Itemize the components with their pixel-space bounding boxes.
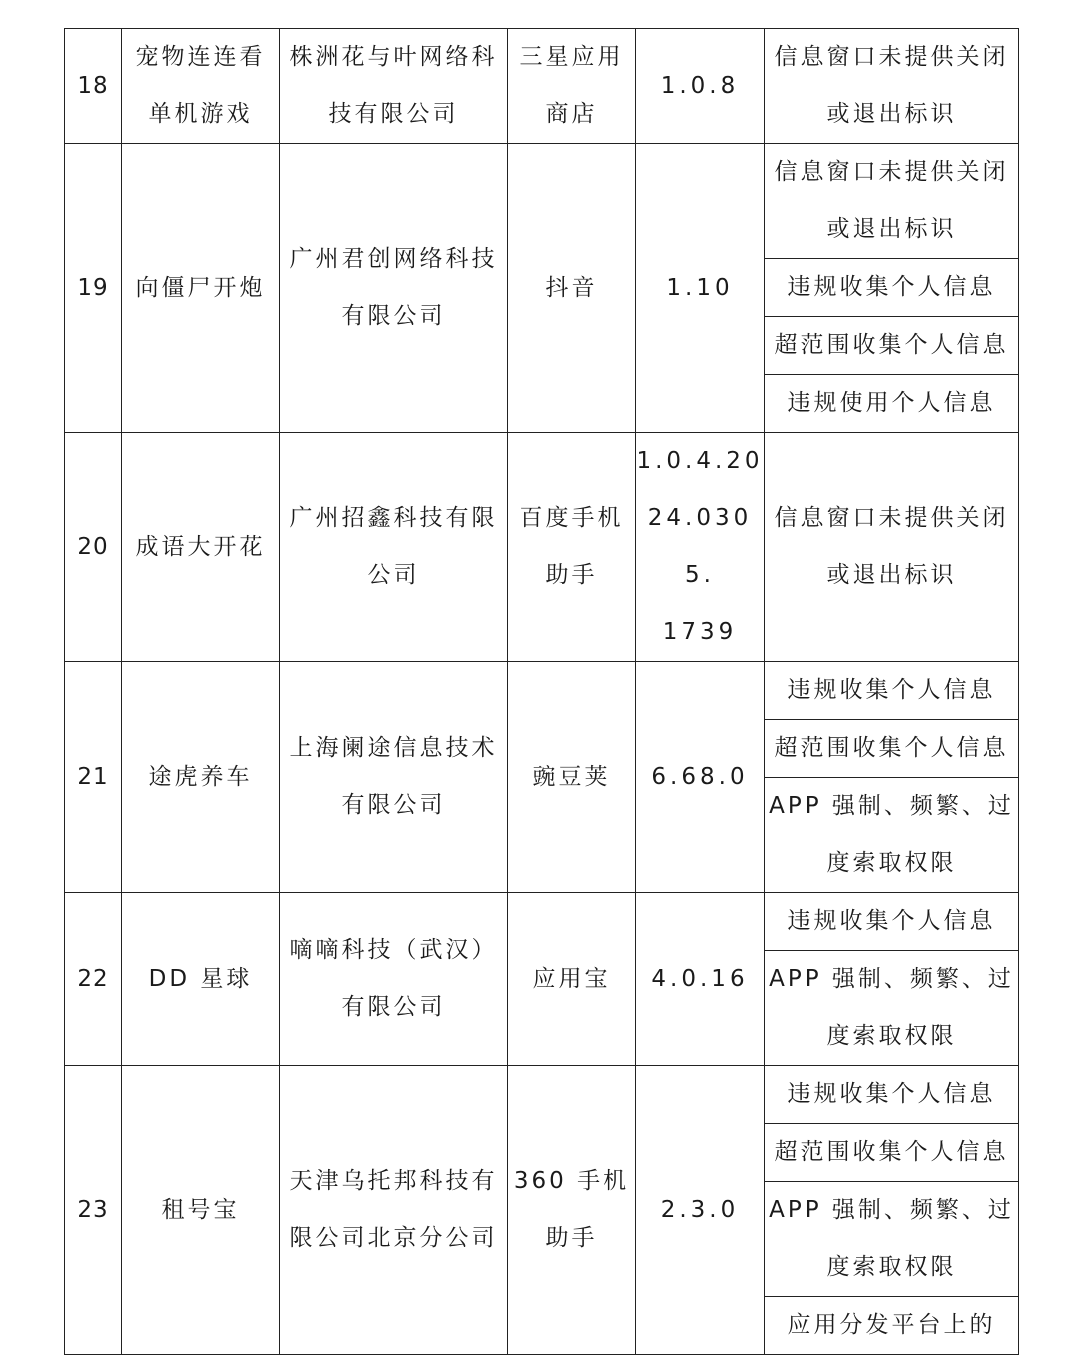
cell-text-line: 百度手机 — [519, 505, 624, 531]
app-store-cell — [508, 29, 636, 144]
app-version-cell — [636, 144, 765, 433]
cell-text-line: 技有限公司 — [328, 101, 459, 127]
cell-text-line: 或退出标识 — [826, 101, 957, 127]
app-name-cell — [122, 893, 280, 1066]
cell-text-line: 宠物连连看 — [135, 44, 266, 70]
developer-name-cell — [280, 1066, 508, 1355]
developer-name-cell — [280, 893, 508, 1066]
row-number-cell — [65, 29, 122, 144]
cell-text-line: 限公司北京分公司 — [289, 1225, 498, 1251]
issue-cell — [765, 1066, 1019, 1124]
app-version-cell — [636, 893, 765, 1066]
app-name-cell — [122, 144, 280, 433]
cell-text-line: 应用宝 — [532, 965, 611, 992]
cell-text-line: 度索取权限 — [826, 1023, 957, 1049]
app-store-cell — [508, 144, 636, 433]
table-row — [65, 433, 1019, 662]
issue-cell — [765, 720, 1019, 778]
cell-text-line: 株洲花与叶网络科 — [289, 44, 498, 70]
app-store-cell — [508, 433, 636, 662]
app-version-cell — [636, 662, 765, 893]
cell-text-line: 助手 — [545, 1225, 598, 1251]
cell-text: 19 — [77, 274, 109, 301]
app-store-cell — [508, 893, 636, 1066]
cell-text-line: 有限公司 — [341, 792, 446, 818]
developer-name-cell — [280, 29, 508, 144]
table-row — [65, 893, 1019, 951]
row-number-cell — [65, 433, 122, 662]
cell-text-line: 有限公司 — [341, 303, 446, 329]
cell-text-line: DD 星球 — [148, 965, 253, 992]
row-number-cell — [65, 144, 122, 433]
cell-text-line: 成语大开花 — [135, 533, 266, 560]
cell-text: 22 — [77, 965, 109, 992]
cell-text-line: 1.10 — [666, 274, 734, 301]
cell-text-line: 1.0.8 — [660, 72, 740, 99]
cell-text-line: 三星应用 — [519, 44, 624, 70]
cell-text-line: APP 强制、频繁、过 — [769, 1197, 1014, 1223]
table-row — [65, 29, 1019, 144]
developer-name-cell — [280, 433, 508, 662]
issue-cell — [765, 1182, 1019, 1297]
cell-text-line: 6.68.0 — [651, 763, 749, 790]
app-store-cell — [508, 662, 636, 893]
issue-cell — [765, 778, 1019, 893]
table-row — [65, 144, 1019, 259]
cell-text-line: 信息窗口未提供关闭 — [774, 159, 1009, 185]
issue-cell — [765, 317, 1019, 375]
cell-text-line: 度索取权限 — [826, 1254, 957, 1280]
cell-text-line: 商店 — [545, 101, 598, 127]
issue-cell — [765, 893, 1019, 951]
cell-text-line: 违规收集个人信息 — [787, 908, 996, 934]
row-number-cell — [65, 662, 122, 893]
cell-text-line: 24.0305. — [647, 505, 753, 588]
cell-text-line: 违规使用个人信息 — [787, 390, 996, 416]
issue-cell — [765, 259, 1019, 317]
app-violation-table — [64, 28, 1019, 1355]
developer-name-cell — [280, 144, 508, 433]
app-version-cell — [636, 29, 765, 144]
cell-text-line: 抖音 — [545, 274, 598, 301]
cell-text-line: 超范围收集个人信息 — [774, 1139, 1009, 1165]
cell-text: 20 — [77, 533, 109, 560]
app-name-cell — [122, 433, 280, 662]
cell-text-line: 违规收集个人信息 — [787, 274, 996, 300]
cell-text-line: 应用分发平台上的 — [787, 1312, 996, 1338]
app-name-cell — [122, 29, 280, 144]
cell-text-line: 超范围收集个人信息 — [774, 735, 1009, 761]
app-name-cell — [122, 1066, 280, 1355]
cell-text-line: 度索取权限 — [826, 850, 957, 876]
table-row — [65, 662, 1019, 720]
cell-text: 18 — [77, 72, 109, 99]
issue-cell — [765, 29, 1019, 144]
cell-text-line: 违规收集个人信息 — [787, 677, 996, 703]
cell-text-line: 上海阑途信息技术 — [289, 735, 498, 761]
row-number-cell — [65, 893, 122, 1066]
cell-text-line: 嘀嘀科技（武汉） — [289, 937, 498, 963]
cell-text-line: 信息窗口未提供关闭 — [774, 44, 1009, 70]
issue-cell — [765, 433, 1019, 662]
app-name-cell — [122, 662, 280, 893]
cell-text-line: 360 手机 — [513, 1168, 630, 1194]
app-version-cell — [636, 1066, 765, 1355]
cell-text-line: 单机游戏 — [148, 101, 253, 127]
developer-name-cell — [280, 662, 508, 893]
cell-text-line: 信息窗口未提供关闭 — [774, 505, 1009, 531]
table-body — [65, 29, 1019, 1355]
issue-cell — [765, 662, 1019, 720]
app-version-cell — [636, 433, 765, 662]
cell-text-line: 2.3.0 — [660, 1196, 740, 1223]
issue-cell — [765, 1297, 1019, 1355]
cell-text-line: 广州招鑫科技有限 — [289, 505, 498, 531]
issue-cell — [765, 375, 1019, 433]
cell-text-line: 助手 — [545, 562, 598, 588]
cell-text-line: 违规收集个人信息 — [787, 1081, 996, 1107]
cell-text: 21 — [77, 763, 109, 790]
cell-text-line: 超范围收集个人信息 — [774, 332, 1009, 358]
cell-text-line: APP 强制、频繁、过 — [769, 793, 1014, 819]
issue-cell — [765, 951, 1019, 1066]
cell-text-line: 途虎养车 — [148, 763, 253, 790]
cell-text-line: 4.0.16 — [651, 965, 749, 992]
row-number-cell — [65, 1066, 122, 1355]
cell-text-line: 豌豆荚 — [532, 763, 611, 790]
issue-cell — [765, 144, 1019, 259]
table-row — [65, 1066, 1019, 1124]
issue-cell — [765, 1124, 1019, 1182]
cell-text-line: 租号宝 — [161, 1196, 240, 1223]
cell-text-line: 1.0.4.20 — [636, 448, 764, 474]
app-store-cell — [508, 1066, 636, 1355]
cell-text-line: 1739 — [662, 619, 738, 645]
cell-text-line: 广州君创网络科技 — [289, 246, 498, 272]
cell-text-line: APP 强制、频繁、过 — [769, 966, 1014, 992]
cell-text-line: 天津乌托邦科技有 — [289, 1168, 498, 1194]
cell-text-line: 有限公司 — [341, 994, 446, 1020]
cell-text-line: 或退出标识 — [826, 216, 957, 242]
cell-text-line: 向僵尸开炮 — [135, 274, 266, 301]
cell-text-line: 或退出标识 — [826, 562, 957, 588]
cell-text-line: 公司 — [367, 562, 420, 588]
cell-text: 23 — [77, 1196, 109, 1223]
